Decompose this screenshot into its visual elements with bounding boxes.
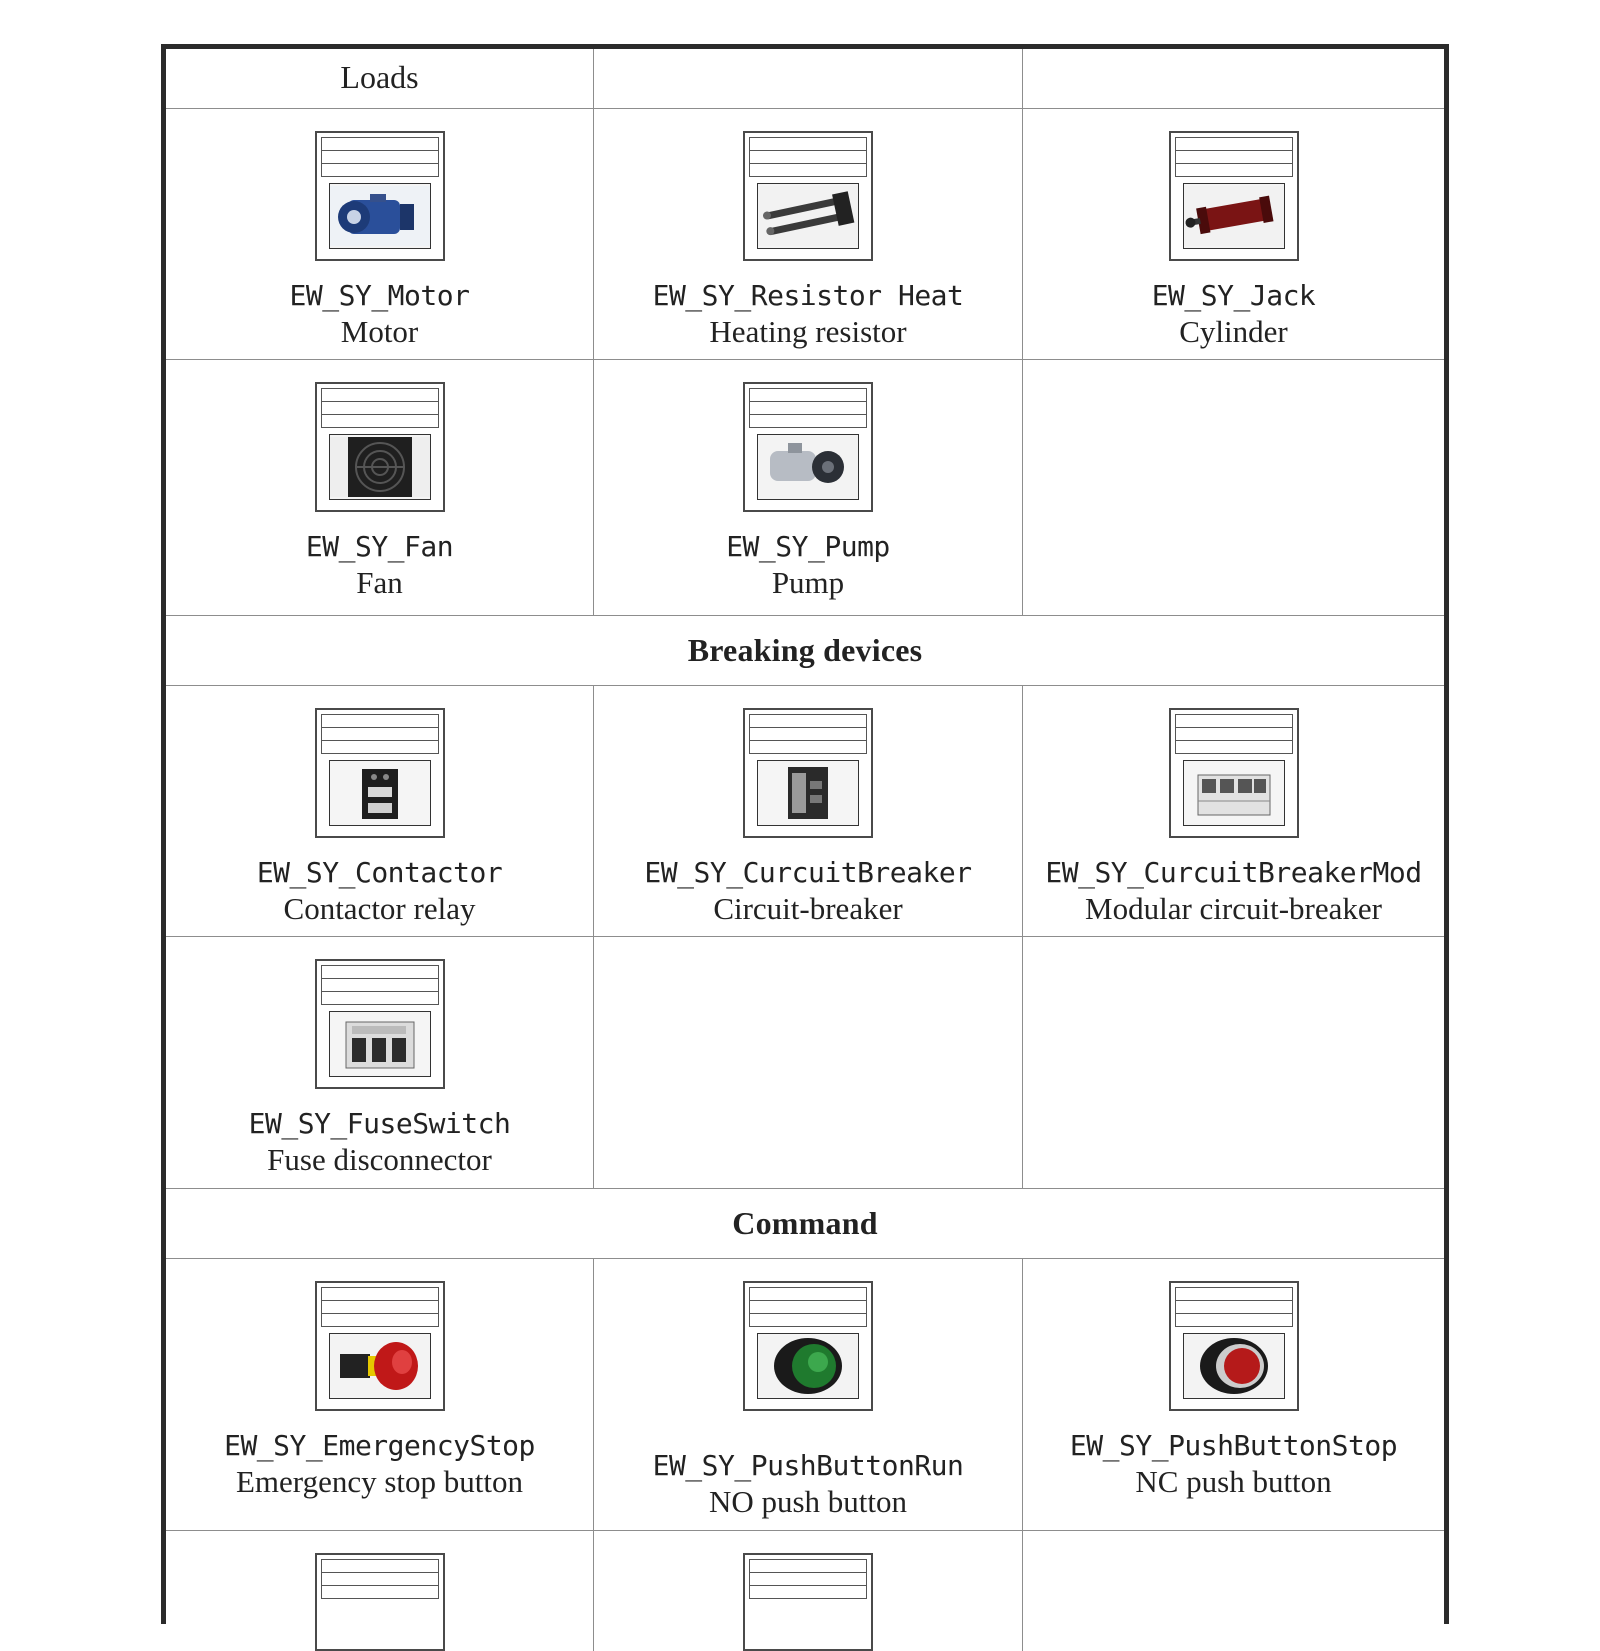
circuit-breaker-icon xyxy=(743,708,873,838)
component-cell-push-button-run xyxy=(594,1259,1023,1530)
component-cell-circuit-breaker xyxy=(594,686,1023,936)
component-code: EW_SY_Resistor Heat xyxy=(652,279,964,312)
component-code: EW_SY_Jack xyxy=(1151,279,1316,312)
component-description: Pump xyxy=(771,565,845,600)
loads-header-cell xyxy=(166,49,594,108)
red-push-button-icon xyxy=(1169,1281,1299,1411)
command-header-row xyxy=(166,1189,1444,1259)
empty-cell xyxy=(1023,1531,1444,1651)
component-code: EW_SY_Pump xyxy=(726,530,890,563)
component-thumbnail-icon xyxy=(743,1553,873,1651)
emergency-stop-icon xyxy=(315,1281,445,1411)
component-code: EW_SY_Fan xyxy=(305,530,454,563)
component-cell-cylinder xyxy=(1023,109,1444,359)
loads-row-2 xyxy=(166,360,1444,616)
fuse-switch-icon xyxy=(315,959,445,1089)
component-cell-heating-resistor xyxy=(594,109,1023,359)
empty-cell xyxy=(1023,360,1444,615)
command-row-2 xyxy=(166,1531,1444,1651)
component-code: EW_SY_Contactor xyxy=(256,856,503,889)
component-code: EW_SY_EmergencyStop xyxy=(224,1429,535,1462)
component-description: Fuse disconnector xyxy=(267,1142,492,1177)
empty-cell xyxy=(594,937,1023,1188)
empty-header-cell xyxy=(594,49,1023,108)
component-cell-motor xyxy=(166,109,594,359)
component-cell-emergency-stop xyxy=(166,1259,594,1530)
component-description: NO push button xyxy=(708,1484,908,1519)
fan-icon xyxy=(315,382,445,512)
breaking-row-2 xyxy=(166,937,1444,1189)
breaking-header-row xyxy=(166,616,1444,686)
empty-header-cell xyxy=(1023,49,1444,108)
command-header-cell xyxy=(166,1189,1444,1258)
component-code: EW_SY_PushButtonStop xyxy=(1069,1429,1398,1462)
component-code: EW_SY_FuseSwitch xyxy=(248,1107,511,1140)
heating-resistor-icon xyxy=(743,131,873,261)
modular-breaker-icon xyxy=(1169,708,1299,838)
section-title-breaking-devices: Breaking devices xyxy=(687,632,923,668)
component-cell-partial xyxy=(166,1531,594,1651)
command-row-1 xyxy=(166,1259,1444,1531)
component-code: EW_SY_CurcuitBreaker xyxy=(644,856,972,889)
loads-header-row xyxy=(166,49,1444,109)
motor-icon xyxy=(315,131,445,261)
pump-icon xyxy=(743,382,873,512)
component-description: NC push button xyxy=(1135,1464,1332,1499)
component-code: EW_SY_CurcuitBreakerMod xyxy=(1045,856,1422,889)
component-description: Fan xyxy=(356,565,403,600)
loads-row-1 xyxy=(166,109,1444,360)
green-push-button-icon xyxy=(743,1281,873,1411)
component-description: Cylinder xyxy=(1179,314,1288,349)
contactor-icon xyxy=(315,708,445,838)
component-description: Motor xyxy=(340,314,419,349)
component-cell-fan xyxy=(166,360,594,615)
component-cell-push-button-stop xyxy=(1023,1259,1444,1530)
component-cell-pump xyxy=(594,360,1023,615)
component-cell-contactor xyxy=(166,686,594,936)
component-description: Contactor relay xyxy=(283,891,476,926)
cylinder-icon xyxy=(1169,131,1299,261)
component-cell-modular-breaker xyxy=(1023,686,1444,936)
section-title-loads: Loads xyxy=(340,59,419,95)
component-table xyxy=(161,44,1449,1624)
empty-cell xyxy=(1023,937,1444,1188)
component-cell-partial xyxy=(594,1531,1023,1651)
component-description: Emergency stop button xyxy=(236,1464,523,1499)
component-description: Circuit-breaker xyxy=(713,891,903,926)
component-code: EW_SY_PushButtonRun xyxy=(652,1449,964,1482)
breaking-row-1 xyxy=(166,686,1444,937)
component-description: Modular circuit-breaker xyxy=(1085,891,1382,926)
section-title-command: Command xyxy=(732,1205,878,1241)
breaking-header-cell xyxy=(166,616,1444,685)
component-description: Heating resistor xyxy=(709,314,907,349)
component-code: EW_SY_Motor xyxy=(289,279,470,312)
component-cell-fuse-switch xyxy=(166,937,594,1188)
component-thumbnail-icon xyxy=(315,1553,445,1651)
